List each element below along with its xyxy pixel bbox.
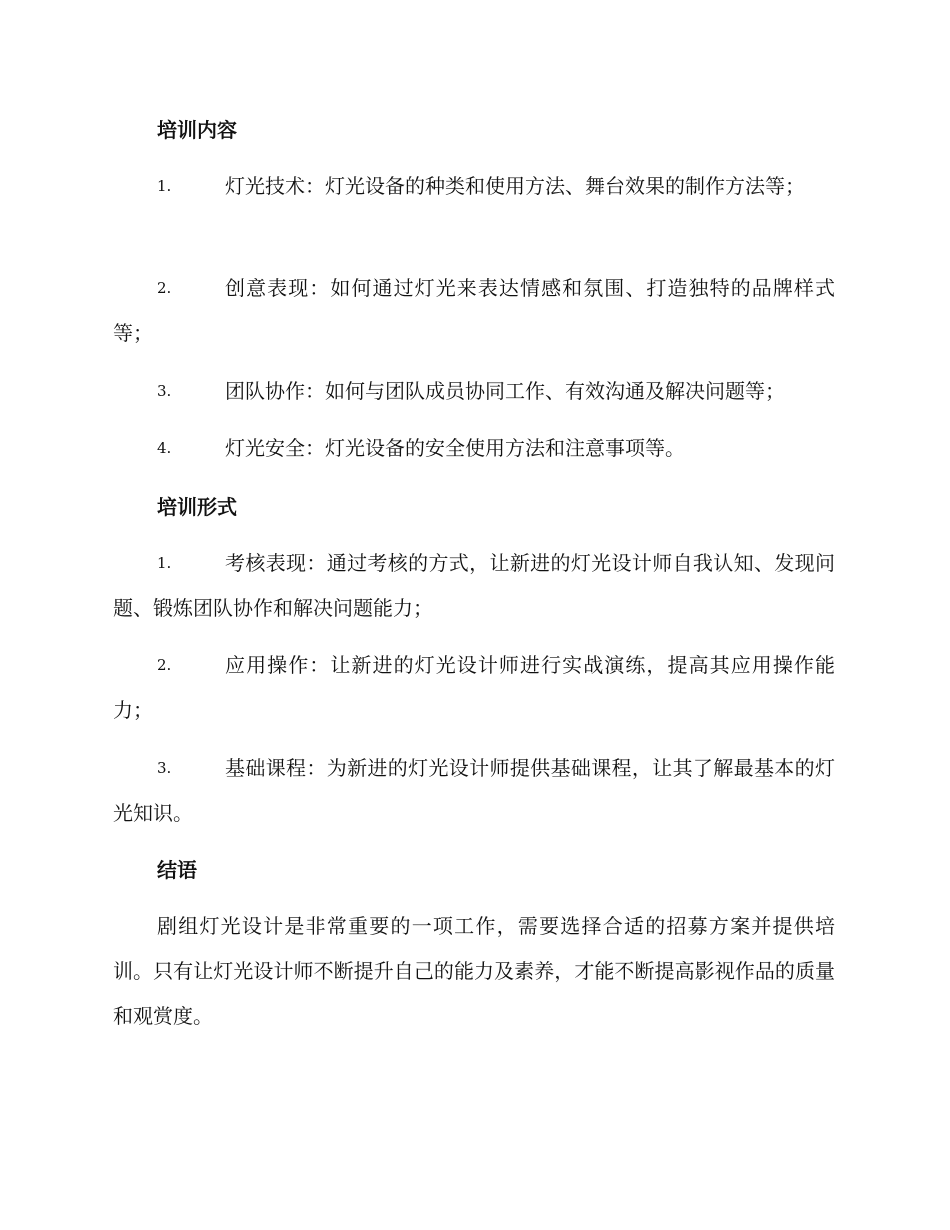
list-item [113,426,835,471]
list-item-text: 创意表现：如何通过灯光来表达情感和氛围、打造独特的品牌样式等； [113,276,835,345]
section-title-conclusion: 结语 [157,858,197,882]
list-item-text: 团队协作：如何与团队成员协同工作、有效沟通及解决问题等； [225,379,785,403]
list-item-number: 2. [157,656,172,674]
conclusion-paragraph: 剧组灯光设计是非常重要的一项工作，需要选择合适的招募方案并提供培训。只有让灯光设计师不断提升自己的能力及素养，才能不断提高影视作品的质量和观赏度。 [113,914,835,1028]
list-item [113,266,835,356]
list-item [113,164,835,209]
list-item-number: 1. [157,177,172,195]
list-item-text: 灯光安全：灯光设备的安全使用方法和注意事项等。 [225,436,685,460]
section-title-training-form: 培训形式 [157,495,237,519]
list-item [113,369,835,414]
list-item-number: 3. [157,759,172,777]
list-item [113,746,835,836]
section-title-training-content: 培训内容 [157,118,237,142]
list-item-number: 1. [157,554,172,572]
list-item [113,541,835,631]
list-item-number: 3. [157,382,172,400]
list-item-text: 灯光技术：灯光设备的种类和使用方法、舞台效果的制作方法等； [225,174,805,198]
list-item-number: 2. [157,279,172,297]
list-item-text: 考核表现：通过考核的方式，让新进的灯光设计师自我认知、发现问题、锻炼团队协作和解决问题能力； [113,551,835,620]
list-item-text: 基础课程：为新进的灯光设计师提供基础课程，让其了解最基本的灯光知识。 [113,756,835,825]
list-item-number: 4. [157,439,172,457]
list-item [113,643,835,733]
list-item-text: 应用操作：让新进的灯光设计师进行实战演练，提高其应用操作能力； [113,653,835,722]
